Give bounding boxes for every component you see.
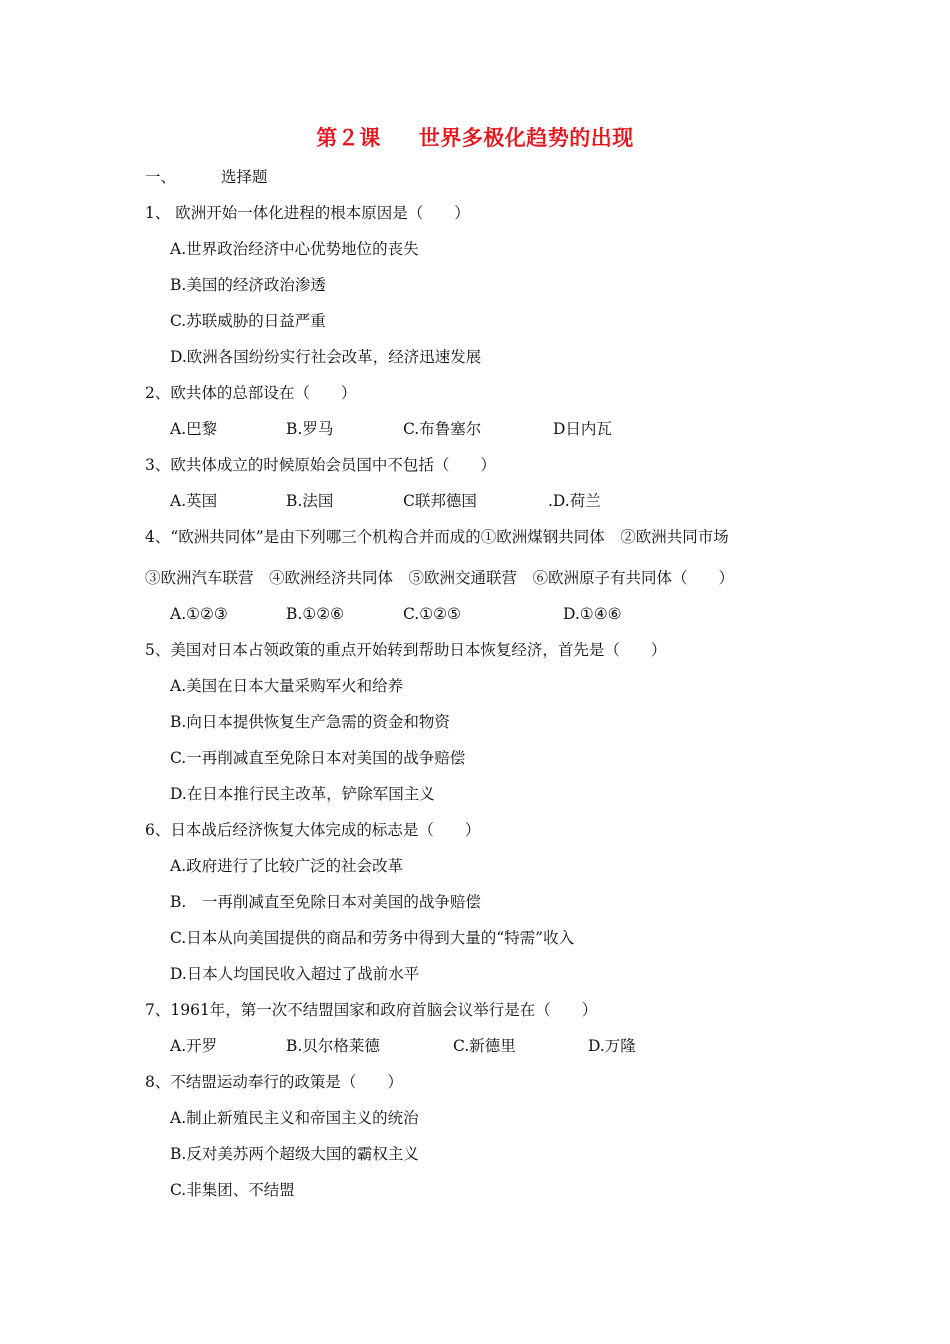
answer-option: B.美国的经济政治渗透 [170,276,326,294]
question-stem: 6、日本战后经济恢复大体完成的标志是（ ） [145,821,481,839]
answer-option: B.法国 [286,492,334,510]
answer-option: C.①②⑤ [403,605,461,623]
section-heading [145,167,268,187]
question-stem: 3、欧共体成立的时候原始会员国中不包括（ ） [145,456,496,474]
answer-option: C.非集团、不结盟 [170,1181,295,1199]
answer-option: A.政府进行了比较广泛的社会改革 [170,857,404,875]
question-stem: 8、不结盟运动奉行的政策是（ ） [145,1073,403,1091]
answer-option: B.反对美苏两个超级大国的霸权主义 [170,1145,419,1163]
answer-option: C.新德里 [453,1037,516,1055]
question-stem: 5、美国对日本占领政策的重点开始转到帮助日本恢复经济，首先是（ ） [145,641,667,659]
question-stem: 4、“欧洲共同体”是由下列哪三个机构合并而成的①欧洲煤钢共同体 ②欧洲共同市场 [145,528,729,546]
question-stem-continued: ③欧洲汽车联营 ④欧洲经济共同体 ⑤欧洲交通联营 ⑥欧洲原子有共同体（ ） [145,569,735,587]
answer-option: A.世界政治经济中心优势地位的丧失 [170,240,419,258]
answer-option: A.①②③ [170,605,228,623]
page-title [0,122,950,152]
answer-option: A.美国在日本大量采购军火和给养 [170,677,404,695]
answer-option: B.向日本提供恢复生产急需的资金和物资 [170,713,450,731]
answer-option: C.苏联威胁的日益严重 [170,312,326,330]
answer-option: C.一再削减直至免除日本对美国的战争赔偿 [170,749,466,767]
answer-option: D.日本人均国民收入超过了战前水平 [170,965,420,983]
lesson-number: 第２课 [316,126,381,150]
answer-option: .D.荷兰 [548,492,601,510]
lesson-topic: 世界多极化趋势的出现 [418,126,634,150]
answer-option: A.英国 [170,492,218,510]
answer-option: C.日本从向美国提供的商品和劳务中得到大量的“特需”收入 [170,929,575,947]
answer-option: A.巴黎 [170,420,218,438]
answer-option: B.罗马 [286,420,334,438]
answer-option: A.开罗 [170,1037,218,1055]
question-stem: 1、 欧洲开始一体化进程的根本原因是（ ） [145,204,470,222]
answer-option: D日内瓦 [553,420,612,438]
answer-option: B.贝尔格莱德 [286,1037,380,1055]
answer-option: D.在日本推行民主改革，铲除军国主义 [170,785,435,803]
answer-option: C.布鲁塞尔 [403,420,482,438]
section-number: 一、 [145,168,177,186]
answer-option: C联邦德国 [403,492,477,510]
question-stem: 7、1961年，第一次不结盟国家和政府首脑会议举行是在（ ） [145,1001,598,1019]
answer-option: B.①②⑥ [286,605,345,623]
answer-option: D.万隆 [588,1037,636,1055]
answer-option: B. 一再削减直至免除日本对美国的战争赔偿 [170,893,481,911]
section-label: 选择题 [221,168,268,186]
answer-option: D.欧洲各国纷纷实行社会改革，经济迅速发展 [170,348,482,366]
answer-option: A.制止新殖民主义和帝国主义的统治 [170,1109,419,1127]
question-stem: 2、欧共体的总部设在（ ） [145,384,357,402]
answer-option: D.①④⑥ [563,605,622,623]
